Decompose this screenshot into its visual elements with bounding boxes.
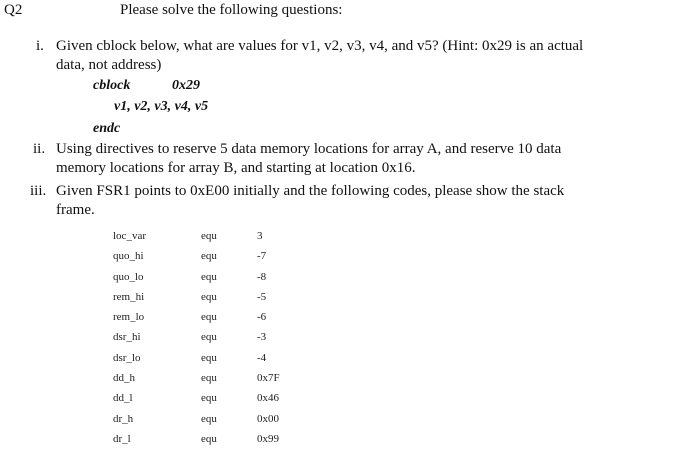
table-row — [113, 246, 343, 266]
part-ii-number: ii. — [33, 141, 46, 157]
directive: equ — [201, 412, 217, 425]
table-row — [113, 409, 343, 429]
symbol-value: 0x00 — [257, 412, 279, 425]
directive: equ — [201, 331, 217, 344]
directive: equ — [201, 351, 217, 364]
symbol-name: rem_hi — [113, 290, 145, 303]
symbol-name: dsr_lo — [113, 351, 141, 364]
symbol-name: dd_l — [113, 392, 133, 405]
symbol-name: rem_lo — [113, 311, 145, 324]
symbol-name: quo_lo — [113, 270, 144, 283]
symbol-value: 3 — [257, 230, 263, 242]
symbol-value: 0x46 — [257, 392, 279, 405]
symbol-name: dr_h — [113, 412, 134, 425]
part-i-number: i. — [36, 38, 44, 54]
table-row — [113, 226, 343, 246]
code-variables: v1, v2, v3, v4, v5 — [114, 99, 209, 114]
symbol-value: 0x7F — [257, 372, 280, 385]
question-label: Q2 — [4, 2, 23, 18]
symbol-value: -4 — [257, 351, 267, 364]
symbol-name: dd_h — [113, 372, 135, 385]
table-row — [113, 307, 343, 327]
directive: equ — [201, 270, 217, 283]
table-row — [113, 348, 343, 368]
part-iii-number: iii. — [30, 183, 47, 199]
directive: equ — [201, 432, 217, 445]
question-intro: Please solve the following questions: — [120, 2, 343, 18]
table-row — [113, 267, 343, 287]
code-address: 0x29 — [172, 78, 200, 93]
directive: equ — [201, 250, 217, 263]
equ-table — [113, 226, 343, 449]
table-row — [113, 287, 343, 307]
directive: equ — [201, 392, 217, 405]
table-row — [113, 429, 343, 449]
symbol-value: -7 — [257, 250, 267, 263]
symbol-value: -6 — [257, 311, 267, 324]
table-row — [113, 368, 343, 388]
symbol-value: -3 — [257, 331, 267, 344]
symbol-name: dsr_hi — [113, 331, 141, 344]
table-row — [113, 327, 343, 347]
directive: equ — [201, 290, 217, 303]
symbol-value: -5 — [257, 290, 267, 303]
code-endc: endc — [93, 121, 121, 136]
part-iii-text-line1: Given FSR1 points to 0xE00 initially and the following codes, please show the stack — [56, 183, 565, 199]
symbol-name: dr_l — [113, 432, 131, 445]
part-i-text-line1: Given cblock below, what are values for v1, v2, v3, v4, and v5? (Hint: 0x29 is an actual — [56, 38, 584, 54]
symbol-name: quo_hi — [113, 250, 144, 263]
directive: equ — [201, 311, 217, 324]
part-ii-text-line1: Using directives to reserve 5 data memory locations for array A, and reserve 10 data — [56, 141, 562, 157]
symbol-name: loc_var — [113, 230, 146, 242]
code-cblock: cblock — [93, 78, 131, 93]
symbol-value: -8 — [257, 270, 267, 283]
directive: equ — [201, 230, 217, 242]
directive: equ — [201, 372, 217, 385]
part-i-text-line2: data, not address) — [56, 57, 162, 73]
part-ii-text-line2: memory locations for array B, and starting at location 0x16. — [56, 160, 416, 176]
symbol-value: 0x99 — [257, 432, 279, 445]
part-iii-text-line2: frame. — [56, 202, 95, 218]
table-row — [113, 388, 343, 408]
